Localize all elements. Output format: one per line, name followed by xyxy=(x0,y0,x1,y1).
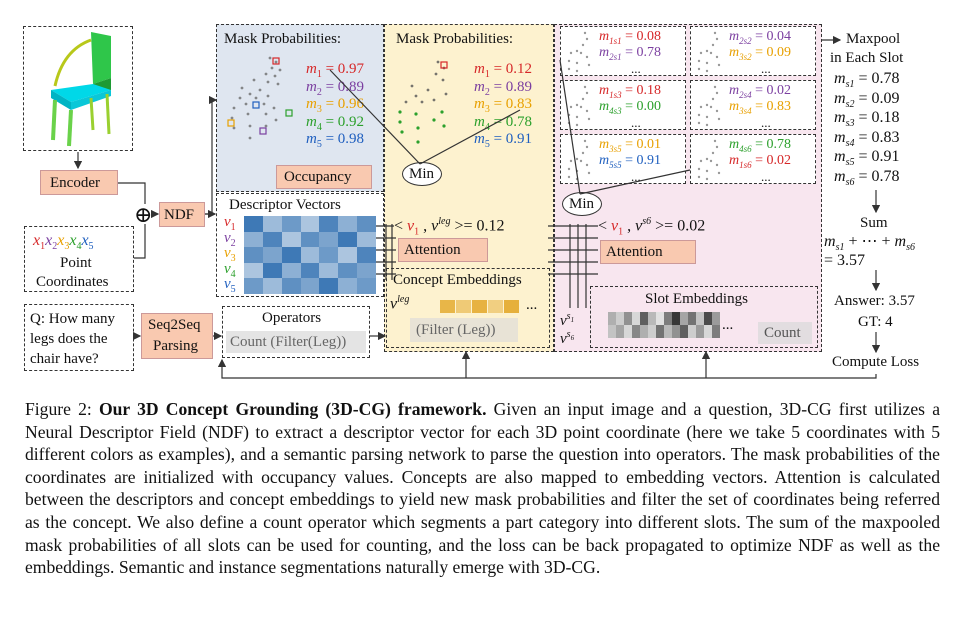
slot-mask-value: = 0.83 xyxy=(751,99,792,114)
slot-max-value: = 0.18 xyxy=(854,109,900,126)
slot-max-sub: s2 xyxy=(845,98,855,110)
slot-mask-value: = 0.78 xyxy=(621,45,662,60)
slot-max-value: = 0.91 xyxy=(854,148,900,165)
slot-mask-symbol: m xyxy=(599,29,610,44)
leg-mask-value: = 0.12 xyxy=(489,61,533,77)
slot-max-sub: s4 xyxy=(845,137,855,149)
slot-max-symbol: m xyxy=(834,109,846,126)
question-line2: legs does the xyxy=(30,331,108,347)
concept-vector-symbol: $v^{leg}$ xyxy=(390,294,410,313)
descriptor-sub: 3 xyxy=(230,253,236,264)
caption-body: Given an input image and a question, 3D-CG first utilizes a Neural Descriptor Field (NDF) to extract a descriptor vector for each 3D point coordinate (here we take 5 coordinates with 5 different colors as examples), and a semantic parsing network to parse the question into operators. The mask probabilities of the coordinates are initialized with occupancy values. Concepts are also mapped to embedding vectors. Attention is calculated between the descriptors and concept embeddings to yield new mask probabilities and filter the set of coordinates being referred as the concept. We also define a count operator which segments a part category into different slots. The sum of the maxpooled mask probabilities of all slots can be used for counting, and the loss can be back propagated to optimize NDF as well as the embeddings. Semantic and instance segmentations naturally emerge with 3D-CG. xyxy=(25,399,940,578)
descriptor-sub: 1 xyxy=(230,222,236,233)
descriptor-symbol: v xyxy=(224,214,231,230)
leg-mask-value: = 0.78 xyxy=(489,113,533,130)
slot-vs1: $v^{s_1}$ xyxy=(560,311,575,329)
concept-ellipsis: ... xyxy=(526,297,538,313)
slot-mask-sub: 4s3 xyxy=(609,105,622,116)
slot-max-value: = 0.78 xyxy=(854,70,900,87)
slot-mask-value: = 0.02 xyxy=(751,83,792,98)
slot-mask-sub: 1s1 xyxy=(609,35,622,46)
question-line3: chair have? xyxy=(30,351,99,367)
leg-mask-sub: 1 xyxy=(484,69,490,80)
occupancy-mask-value: = 0.89 xyxy=(321,78,365,95)
gt-label: GT: 4 xyxy=(858,314,893,330)
compute-loss-label: Compute Loss xyxy=(832,354,920,370)
leg-attention-label: Attention xyxy=(404,242,461,258)
slot-mask-sub: 3s4 xyxy=(739,105,752,116)
slot-mask-sub: 3s5 xyxy=(609,143,622,154)
slot-max-sub: s6 xyxy=(845,176,855,188)
maxpool-line2: in Each Slot xyxy=(830,50,904,66)
descriptor-sub: 4 xyxy=(230,268,236,280)
seq2seq-line2: Parsing xyxy=(153,338,198,354)
occupancy-mask-symbol: m xyxy=(306,113,317,130)
slot-mask-symbol: m xyxy=(599,45,610,60)
occupancy-mask-sub: 5 xyxy=(316,139,322,150)
caption-prefix: Figure 2: xyxy=(25,399,99,419)
slot-mask-sub: 1s3 xyxy=(609,89,622,100)
slot-mask-sub: 5s5 xyxy=(609,159,622,170)
answer-label: Answer: 3.57 xyxy=(834,293,915,309)
slot-max-value: = 0.83 xyxy=(854,128,900,146)
slot-mask-symbol: m xyxy=(599,83,610,98)
slot-embeddings-title: Slot Embeddings xyxy=(645,291,748,307)
descriptor-symbol: v xyxy=(224,276,231,292)
sum-expression: $m_{s1}$ + ⋯ + $m_{s6}$ xyxy=(824,233,915,254)
sum-result: = 3.57 xyxy=(824,252,866,269)
leg-mask-value: = 0.83 xyxy=(489,96,533,112)
slot-mask-value: = 0.08 xyxy=(621,29,662,44)
sum-label: Sum xyxy=(860,215,888,231)
leg-mask-symbol: m xyxy=(474,131,485,147)
operators-program: Count (Filter(Leg)) xyxy=(230,334,347,350)
operators-title: Operators xyxy=(262,310,322,326)
descriptor-symbol: v xyxy=(224,245,231,261)
descriptor-symbol: v xyxy=(224,260,231,277)
slot-ellipsis: ... xyxy=(631,61,641,76)
point-label-line1: Point xyxy=(60,255,92,271)
slot-ellipsis: ... xyxy=(631,169,641,184)
occupancy-mask-sub: 2 xyxy=(316,86,322,98)
slot-mask-value: = 0.78 xyxy=(751,137,792,152)
slot-embeddings-ellipsis: ... xyxy=(722,317,734,333)
slot-ellipsis: ... xyxy=(761,169,771,184)
slot-mask-value: = 0.01 xyxy=(621,137,662,152)
seq2seq-line1: Seq2Seq xyxy=(148,317,201,333)
occupancy-mask-sub: 4 xyxy=(316,121,322,133)
maxpool-line1: Maxpool xyxy=(846,31,901,47)
slot-attention-expr: < $v_1$ , $v^{s6} >= 0.02$ xyxy=(598,216,706,238)
slot-mask-symbol: m xyxy=(599,99,610,114)
occupancy-mask-symbol: m xyxy=(306,61,317,77)
encoder-label: Encoder xyxy=(50,175,100,191)
slot-mask-value: = 0.18 xyxy=(621,83,662,98)
slot-max-value: = 0.09 xyxy=(854,89,900,107)
occupancy-mask-value: = 0.96 xyxy=(321,96,365,112)
slot-ellipsis: ... xyxy=(761,115,771,130)
leg-mask-value: = 0.89 xyxy=(489,78,533,95)
descriptor-sub: 5 xyxy=(230,284,236,295)
slot-min-label: Min xyxy=(569,196,595,212)
leg-mask-symbol: m xyxy=(474,61,485,77)
occupancy-title: Mask Probabilities: xyxy=(224,31,342,47)
slot-mask-symbol: m xyxy=(729,99,740,114)
slot-max-symbol: m xyxy=(834,70,846,87)
descriptor-sub: 2 xyxy=(230,237,236,249)
slot-ellipsis: ... xyxy=(761,61,771,76)
leg-mask-sub: 3 xyxy=(484,104,490,115)
concept-title: Concept Embeddings xyxy=(393,272,522,288)
slot-max-sub: s5 xyxy=(845,157,855,169)
slot-mask-value: = 0.09 xyxy=(751,45,792,60)
slot-mask-sub: 1s6 xyxy=(739,159,752,170)
slot-mask-sub: 2s1 xyxy=(609,51,622,62)
leg-attention-expr: < $v_1$ , $v^{leg} >= 0.12$ xyxy=(394,216,505,238)
occupancy-mask-value: = 0.98 xyxy=(321,131,365,147)
leg-min-label: Min xyxy=(409,166,435,182)
occupancy-mask-value: = 0.92 xyxy=(321,113,365,130)
leg-mask-symbol: m xyxy=(474,78,485,95)
slot-vs6: $v^{s_6}$ xyxy=(560,329,575,347)
slot-attention-label: Attention xyxy=(606,244,663,260)
slot-mask-value: = 0.00 xyxy=(621,99,662,114)
slot-mask-value: = 0.04 xyxy=(751,29,792,44)
descriptor-title: Descriptor Vectors xyxy=(229,197,341,213)
slot-mask-value: = 0.91 xyxy=(621,153,662,168)
slot-max-symbol: m xyxy=(834,167,846,185)
slot-mask-sub: 2s2 xyxy=(739,35,752,46)
leg-mask-sub: 2 xyxy=(484,86,490,98)
figure-caption xyxy=(25,398,940,579)
concept-program: (Filter (Leg)) xyxy=(416,322,496,338)
slot-mask-sub: 2s4 xyxy=(739,89,752,100)
leg-mask-symbol: m xyxy=(474,113,485,130)
point-label-line2: Coordinates xyxy=(36,274,109,290)
slot-max-sub: s3 xyxy=(845,118,855,130)
leg-title: Mask Probabilities: xyxy=(396,31,514,47)
slot-count-label: Count xyxy=(764,325,801,341)
slot-max-value: = 0.78 xyxy=(854,167,900,185)
slot-mask-symbol: m xyxy=(729,153,740,168)
slot-mask-symbol: m xyxy=(729,137,740,152)
slot-mask-sub: 4s6 xyxy=(739,143,752,154)
slot-max-symbol: m xyxy=(834,148,846,165)
slot-mask-symbol: m xyxy=(729,45,740,60)
slot-mask-symbol: m xyxy=(599,153,610,168)
descriptor-symbol: v xyxy=(224,229,231,246)
slot-mask-symbol: m xyxy=(599,137,610,152)
leg-mask-sub: 4 xyxy=(484,121,490,133)
occupancy-mask-symbol: m xyxy=(306,78,317,95)
leg-mask-symbol: m xyxy=(474,96,485,112)
slot-mask-value: = 0.02 xyxy=(751,153,792,168)
occupancy-label: Occupancy xyxy=(284,169,352,185)
caption-bold-title: Our 3D Concept Grounding (3D-CG) framework. xyxy=(98,399,487,419)
occupancy-mask-sub: 1 xyxy=(316,69,322,80)
slot-max-sub: s1 xyxy=(845,79,855,91)
ndf-label: NDF xyxy=(164,207,195,223)
occupancy-mask-sub: 3 xyxy=(316,104,322,115)
slot-max-symbol: m xyxy=(834,128,846,146)
slot-mask-sub: 3s2 xyxy=(739,51,752,62)
slot-ellipsis: ... xyxy=(631,115,641,130)
slot-max-symbol: m xyxy=(834,89,846,107)
occupancy-mask-symbol: m xyxy=(306,96,317,112)
occupancy-mask-symbol: m xyxy=(306,131,317,147)
point-coordinate-symbols: $x_1x_2x_3x_4x_5$ xyxy=(33,232,94,253)
concat-symbol: ⊕ xyxy=(134,202,153,227)
leg-mask-value: = 0.91 xyxy=(489,131,533,147)
leg-mask-sub: 5 xyxy=(484,139,490,150)
question-line1: Q: How many xyxy=(30,311,115,327)
occupancy-mask-value: = 0.97 xyxy=(321,61,365,77)
slot-mask-symbol: m xyxy=(729,29,740,44)
slot-mask-symbol: m xyxy=(729,83,740,98)
